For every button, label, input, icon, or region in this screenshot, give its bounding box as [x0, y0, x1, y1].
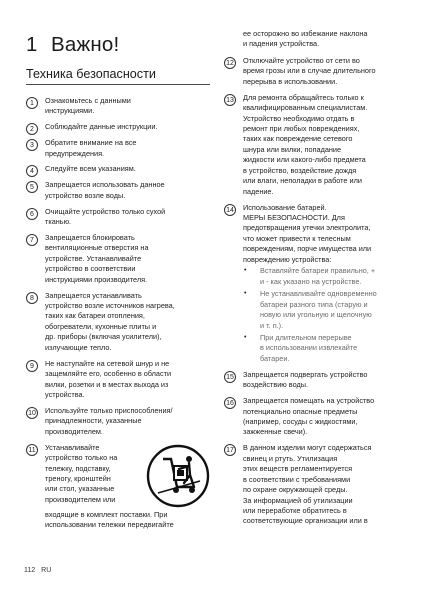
- text-line: квалифицированным специалистам.: [243, 103, 368, 113]
- item-text: [243, 203, 397, 266]
- item-number: 11: [26, 444, 38, 456]
- list-item-1: [24, 96, 213, 117]
- bullet-item: [243, 333, 397, 364]
- text-line: Соблюдайте данные инструкции.: [45, 122, 158, 132]
- text-line: предотвращения утечки электролита,: [243, 223, 371, 233]
- text-line: таких как батареи отопления,: [45, 311, 145, 321]
- text-line: тканью.: [45, 217, 72, 227]
- text-line: использовании тележки передвигайте: [45, 520, 174, 530]
- list-item-10: [24, 406, 213, 437]
- text-line: Запрещается устанавливать: [45, 290, 142, 300]
- section-title: Техника безопасности: [26, 67, 210, 85]
- text-line: или переработке обратитесь в: [243, 505, 347, 515]
- text-line: производителем.: [45, 426, 103, 436]
- text-line: в устройство, воздействие дождя: [243, 165, 357, 175]
- text-line: Устройство необходимо отдать в: [243, 113, 355, 123]
- text-line: вентиляционные отверстия на: [45, 243, 149, 253]
- text-line: Не наступайте на сетевой шнур и не: [45, 358, 170, 368]
- text-line: жидкости или какого-либо предмета: [243, 155, 366, 165]
- text-line: повреждению устройства:: [243, 254, 332, 264]
- bullet-dot-icon: •: [244, 290, 247, 298]
- text-line: излучающие тепло.: [45, 342, 112, 352]
- item-number: 6: [26, 208, 38, 220]
- item-number: 12: [224, 57, 236, 69]
- text-line: треногу, кронштейн: [45, 473, 111, 483]
- text-line: ремонт при любых повреждениях,: [243, 124, 360, 134]
- text-line: Запрещается использовать данное: [45, 180, 165, 190]
- page-number: 112: [24, 567, 36, 574]
- text-line: время грозы или в случае длительного: [243, 66, 376, 76]
- text-line: вилки, розетки и в местах выхода из: [45, 379, 169, 389]
- list-item-5: [24, 180, 213, 201]
- list-item-7: [24, 233, 213, 285]
- text-line: повреждениям, порче имущества или: [243, 244, 372, 254]
- text-line: производителем или: [45, 494, 116, 504]
- bullet-text-line: и - как указано на устройстве.: [260, 276, 362, 286]
- list-item-8: [24, 291, 213, 354]
- text-line: шнура или вилки, попадание: [243, 144, 342, 154]
- item-number: 2: [26, 123, 38, 135]
- text-line: Обратите внимание на все: [45, 138, 137, 148]
- list-item-2: [24, 122, 213, 132]
- text-line: Запрещается блокировать: [45, 232, 135, 242]
- text-line: соответствующие организации или в: [243, 516, 368, 526]
- text-line: предупреждения.: [45, 148, 105, 158]
- bullet-text-line: новую или угольную и щелочную: [260, 310, 372, 320]
- list-item-11: [24, 443, 213, 510]
- text-line: Используйте только приспособления/: [45, 405, 173, 415]
- item-text: [45, 180, 213, 201]
- right-item-list-2: [222, 370, 397, 527]
- text-line: Запрещается помещать на устройство: [243, 396, 375, 406]
- item-text: [45, 122, 213, 132]
- bullet-text-line: в использовании извлекайте: [260, 343, 358, 353]
- text-line: др. приборы (включая усилители),: [45, 332, 162, 342]
- cart-warning-icon: [144, 443, 212, 509]
- list-item-9: [24, 359, 213, 401]
- text-line: В данном изделии могут содержаться: [243, 443, 372, 453]
- text-line: перерыва в использовании.: [243, 76, 338, 86]
- text-line: что может привести к телесным: [243, 233, 351, 243]
- text-line: таких как повреждение сетевого: [243, 134, 353, 144]
- text-line: обогреватели, кухонные плиты и: [45, 321, 157, 331]
- list-item-17: [222, 443, 397, 527]
- text-line: или стол, указанные: [45, 484, 115, 494]
- right-column: [222, 29, 397, 532]
- item-number: 15: [224, 371, 236, 383]
- text-line: устройство только на: [45, 453, 118, 463]
- item-number: 13: [224, 94, 236, 106]
- text-line: этих веществ регламентируется: [243, 464, 353, 474]
- text-line: тележку, подставку,: [45, 463, 111, 473]
- item-text: [243, 56, 397, 87]
- page-footer: [24, 567, 57, 574]
- item-text: [45, 207, 213, 228]
- left-item-list: [24, 96, 213, 437]
- chapter-heading: [26, 33, 119, 57]
- text-line: устройство возле источников нагрева,: [45, 300, 175, 310]
- item-number: 5: [26, 181, 38, 193]
- text-line: устройство возле воды.: [45, 190, 126, 200]
- text-line: зажженные свечи).: [243, 427, 308, 437]
- text-line: потенциально опасные предметы: [243, 406, 358, 416]
- text-line: или влаги, неполадки в работе или: [243, 176, 362, 186]
- item-text: [243, 93, 397, 198]
- text-line: Ознакомьтесь с данными: [45, 96, 131, 105]
- text-line: Устанавливайте: [45, 442, 100, 452]
- bullet-text-line: При длительном перерыве: [260, 333, 352, 343]
- item-11-continuation: [24, 510, 213, 531]
- item-number: 7: [26, 234, 38, 246]
- item-number: 16: [224, 397, 236, 409]
- list-item-6: [24, 207, 213, 228]
- item-number: 3: [26, 139, 38, 151]
- bullet-dot-icon: •: [244, 334, 247, 342]
- bullet-text-line: батареи разного типа (старую и: [260, 299, 368, 309]
- item-text: [45, 96, 213, 117]
- bullet-list: [243, 266, 397, 364]
- chapter-title: Важно!: [51, 33, 120, 56]
- item-11-continuation-right: [222, 29, 397, 50]
- item-number: 8: [26, 292, 38, 304]
- text-line: (например, сосуды с жидкостями,: [243, 416, 358, 426]
- item-number: 4: [26, 165, 38, 177]
- text-line: Следуйте всем указаниям.: [45, 164, 136, 174]
- item-text: [45, 233, 213, 285]
- list-item-16: [222, 396, 397, 438]
- bullet-text-line: и т. п.).: [260, 320, 284, 330]
- item-text: [243, 370, 397, 391]
- list-item-3: [24, 138, 213, 159]
- item-text: [45, 291, 213, 354]
- text-line: защемляйте его, особенно в области: [45, 369, 172, 379]
- item-text: [45, 164, 213, 174]
- text-line: падение.: [243, 186, 274, 196]
- text-line: инструкциями производителя.: [45, 274, 148, 284]
- text-line: ее осторожно во избежание наклона: [243, 29, 368, 38]
- item-number: 9: [26, 360, 38, 372]
- right-item-list: [222, 56, 397, 197]
- item-text: [45, 138, 213, 159]
- list-item-4: [24, 164, 213, 174]
- list-item-13: [222, 93, 397, 198]
- language-code: RU: [41, 567, 52, 574]
- text-line: в соответствии с требованиями: [243, 474, 351, 484]
- bullet-text-line: батареи.: [260, 353, 290, 363]
- text-line: МЕРЫ БЕЗОПАСНОСТИ. Для: [243, 213, 345, 223]
- text-line: устройства.: [45, 390, 85, 399]
- item-number: 14: [224, 204, 236, 216]
- text-line: устройство в соответствии: [45, 264, 136, 274]
- text-line: по охране окружающей среды.: [243, 485, 348, 495]
- text-line: За информацией об утилизации: [243, 495, 353, 505]
- text-line: Использование батарей.: [243, 202, 327, 212]
- text-line: устройстве. Устанавливайте: [45, 253, 142, 263]
- item-text: [243, 443, 397, 527]
- bullet-text-line: Не устанавливайте одновременно: [260, 289, 377, 299]
- item-number: 1: [26, 97, 38, 109]
- list-item-14: [222, 203, 397, 365]
- text-line: воздействию воды.: [243, 380, 309, 390]
- text-line: Очищайте устройство только сухой: [45, 206, 166, 216]
- left-column: [24, 96, 213, 537]
- text-line: Для ремонта обращайтесь только к: [243, 92, 364, 102]
- bullet-dot-icon: •: [244, 267, 247, 275]
- item-text: [45, 359, 213, 401]
- bullet-item: [243, 266, 397, 287]
- item-text: [243, 396, 397, 438]
- text-line: свинец и ртуть. Утилизация: [243, 453, 338, 463]
- text-line: Запрещается подвергать устройство: [243, 369, 368, 379]
- list-item-15: [222, 370, 397, 391]
- list-item-12: [222, 56, 397, 87]
- bullet-text-line: Вставляйте батареи правильно, +: [260, 266, 376, 276]
- text-line: Отключайте устройство от сети во: [243, 55, 360, 65]
- chapter-number: 1: [26, 33, 38, 56]
- item-number: 17: [224, 444, 236, 456]
- text-line: входящие в комплект поставки. При: [45, 509, 168, 519]
- bullet-item: [243, 289, 397, 331]
- text-line: и падения устройства.: [243, 39, 320, 49]
- item-text: [45, 406, 213, 437]
- text-line: принадлежности, указанные: [45, 416, 142, 426]
- text-line: инструкциями.: [45, 106, 95, 116]
- item-number: 10: [26, 407, 38, 419]
